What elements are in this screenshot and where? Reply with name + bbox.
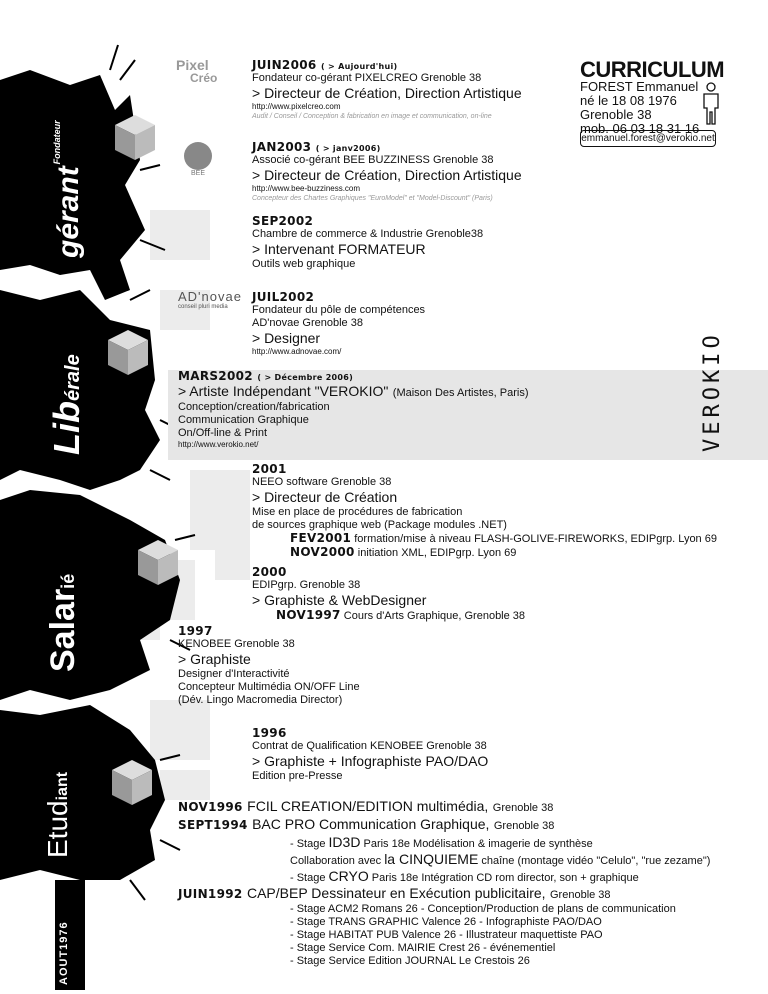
role-title: > Directeur de Création, Direction Artistique: [252, 85, 522, 101]
sidebar-label-etudiant: Etudiant: [42, 771, 73, 858]
identity-mobile: mob. 06 03 18 31 16: [580, 121, 700, 136]
email-box[interactable]: emmanuel.forest@verokio.net: [580, 130, 716, 147]
sidebar-birth-label: AOUT1976: [58, 921, 70, 985]
sidebar-label-salarie: Salarié: [44, 573, 82, 672]
entry-1997: 1997 KENOBEE Grenoble 38 > Graphiste Designer d'Interactivité Concepteur Multimédia ON/OFF Line (Dév. Lingo Macromedia Director): [178, 624, 360, 706]
sidebar-label-liberale: Libérale: [46, 354, 87, 455]
education-section: NOV1996 FCIL CREATION/EDITION multimédia, Grenoble 38 SEPT1994 BAC PRO Communication Graphique, Grenoble 38 - Stage ID3D Paris 18e Modélisation & imagerie de synthèse Collaboration avec la CINQUIEME chaîne (montage vidéo "Celulo", "rue zezame") - Stage CRYO Paris 18e Intégration CD rom director, son + graphique JUIN1992 CAP/BEP Dessinateur en Exécution publicitaire, Grenoble 38 - Stage ACM2 Romans 26 - Conception/Production de plans de communication - Stage TRANS GRAPHIC Valence 26 - Infographiste PAO/DAO - Stage HABITAT PUB Valence 26 - Illustrateur maquettiste PAO - Stage Service Com. MAIRIE Crest 26 - événementiel - Stage Service Edition JOURNAL Le Crestois 26: [178, 798, 763, 968]
link-pixelcreo[interactable]: http://www.pixelcreo.com: [252, 102, 341, 111]
entry-mars2002: MARS2002 ( > Décembre 2006) > Artiste Indépendant "VEROKIO" (Maison Des Artistes, Paris) Conception/creation/fabrication Communication Graphique On/Off-line & Print http://www.verokio.net/: [178, 369, 678, 450]
link-verokio[interactable]: http://www.verokio.net/: [178, 440, 259, 449]
entry-1996: 1996 Contrat de Qualification KENOBEE Grenoble 38 > Graphiste + Infographiste PAO/DAO Edition pre-Presse: [252, 726, 489, 782]
bee-logo: BEE: [180, 142, 216, 184]
entry-2001: 2001 NEEO software Grenoble 38 > Directeur de Création Mise en place de procédures de fabrication de sources graphique web (Package modules .NET) FEV2001 formation/mise à niveau FLASH-GOLIVE-FIREWORKS, EDIPgrp. Lyon 69 NOV2000 initiation XML, EDIPgrp. Lyon 69: [252, 462, 717, 559]
cv-title: CURRICULUM: [580, 57, 725, 82]
list-item: - Stage Service Com. MAIRIE Crest 26 - événementiel: [290, 942, 556, 954]
sidebar-label-gerant: gérant$^{Fondateur}$: [52, 120, 85, 258]
list-item: - Stage HABITAT PUB Valence 26 - Illustrateur maquettiste PAO: [290, 929, 603, 941]
identity-birth: né le 18 08 1976: [580, 93, 677, 108]
list-item: - Stage ACM2 Romans 26 - Conception/Production de plans de communication: [290, 903, 676, 915]
entry-2000: 2000 EDIPgrp. Grenoble 38 > Graphiste & WebDesigner NOV1997 Cours d'Arts Graphique, Grenoble 38: [252, 565, 526, 622]
person-icon: [700, 82, 722, 126]
link-bee[interactable]: http://www.bee-buzziness.com: [252, 184, 361, 193]
pixelcreo-logo: Pixel Créo: [176, 57, 218, 85]
list-item: - Stage TRANS GRAPHIC Valence 26 - Infographiste PAO/DAO: [290, 916, 602, 928]
verokio-logo: VEROKIO: [700, 331, 725, 452]
identity-name: FOREST Emmanuel: [580, 79, 699, 94]
identity-city: Grenoble 38: [580, 107, 652, 122]
entry-juil2002: JUIL2002 Fondateur du pôle de compétences AD'novae Grenoble 38 > Designer http://www.adnovae.com/: [252, 290, 572, 357]
adnovae-logo: AD'novae conseil pluri media: [178, 289, 242, 310]
entry-sep2002: SEP2002 Chambre de commerce & Industrie Grenoble38 > Intervenant FORMATEUR Outils web graphique: [252, 214, 484, 270]
list-item: - Stage Service Edition JOURNAL Le Crestois 26: [290, 955, 530, 967]
identity-block: [580, 80, 699, 136]
entry-jan2003: JAN2003 ( > janv2006) Associé co-gérant BEE BUZZINESS Grenoble 38 > Directeur de Création, Direction Artistique http://www.bee-buzziness.com Concepteur des Chartes Graphiques "EuroModel" et "Model-Discount" (Paris): [252, 140, 572, 203]
entry-juin2006: JUIN2006 ( > Aujourd'hui) Fondateur co-gérant PIXELCREO Grenoble 38 > Directeur de Création, Direction Artistique http://www.pixelcreo.com Audit / Conseil / Conception & fabrication en image et communication, on-line: [252, 58, 572, 121]
link-adnovae[interactable]: http://www.adnovae.com/: [252, 347, 342, 356]
